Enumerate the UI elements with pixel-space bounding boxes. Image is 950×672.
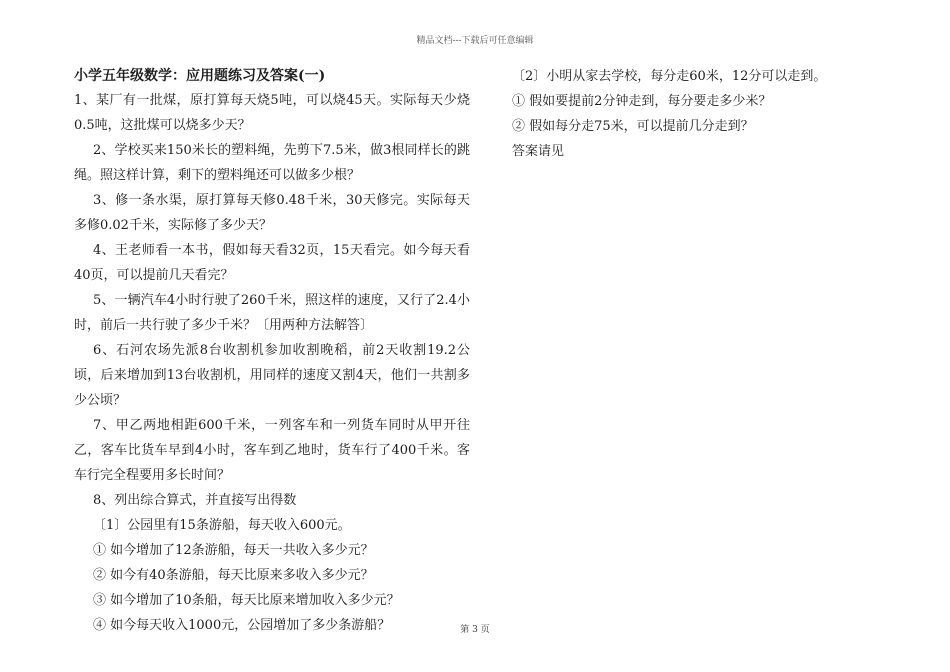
question-8-part-2: 〔2〕小明从家去学校，每分走60米，12分可以走到。 <box>512 69 827 84</box>
left-column <box>74 64 470 638</box>
answer-note: 答案请见 <box>512 144 565 159</box>
question-2: 2、学校买来150米长的塑料绳，先剪下7.5米，做3根同样长的跳绳。照这样计算，剩下的塑料绳还可以做多少根？ <box>74 143 470 183</box>
question-8-part-1: 〔1〕公园里有15条游船，每天收入600元。 <box>93 518 351 533</box>
question-8-1-a: ① 如今增加了12条游船，每天一共收入多少元？ <box>93 543 374 558</box>
question-7: 7、甲乙两地相距600千米，一列客车和一列货车同时从甲开往乙，客车比货车早到4小时，客车到乙地时，货车行了400千米。客车行完全程要用多长时间？ <box>74 418 470 483</box>
question-8-1-b: ② 如今有40条游船，每天比原来多收入多少元？ <box>93 568 374 583</box>
question-3: 3、修一条水渠，原打算每天修0.48千米，30天修完。实际每天多修0.02千米，实际修了多少天？ <box>74 193 470 233</box>
question-8-1-d: ④ 如今每天收入1000元，公园增加了多少条游船？ <box>93 618 391 633</box>
question-8-1-c: ③ 如今增加了10条船，每天比原来增加收入多少元？ <box>93 593 400 608</box>
question-8: 8、列出综合算式，并直接写出得数 <box>93 493 297 508</box>
question-8-2-b: ② 假如每分走75米，可以提前几分走到？ <box>512 119 754 134</box>
document-title: 小学五年级数学：应用题练习及答案(一) <box>74 68 326 84</box>
question-8-2-a: ① 假如要提前2分钟走到，每分要走多少米？ <box>512 94 772 109</box>
question-5: 5、一辆汽车4小时行驶了260千米，照这样的速度，又行了2.4小时，前后一共行驶了多少千米？〔用两种方法解答〕 <box>74 293 470 333</box>
page-header-note: 精品文档---下载后可任意编辑 <box>416 36 534 46</box>
question-6: 6、石河农场先派8台收割机参加收割晚稻，前2天收割19.2公顷，后来增加到13台收割机，用同样的速度又割4天，他们一共割多少公顷？ <box>74 343 470 408</box>
question-1: 1、某厂有一批煤，原打算每天烧5吨，可以烧45天。实际每天少烧0.5吨，这批煤可以烧多少天？ <box>74 93 470 133</box>
question-4: 4、王老师看一本书，假如每天看32页，15天看完。如今每天看40页，可以提前几天看完？ <box>74 243 470 283</box>
right-column <box>512 64 892 164</box>
page-number: 第 3 页 <box>460 625 490 635</box>
